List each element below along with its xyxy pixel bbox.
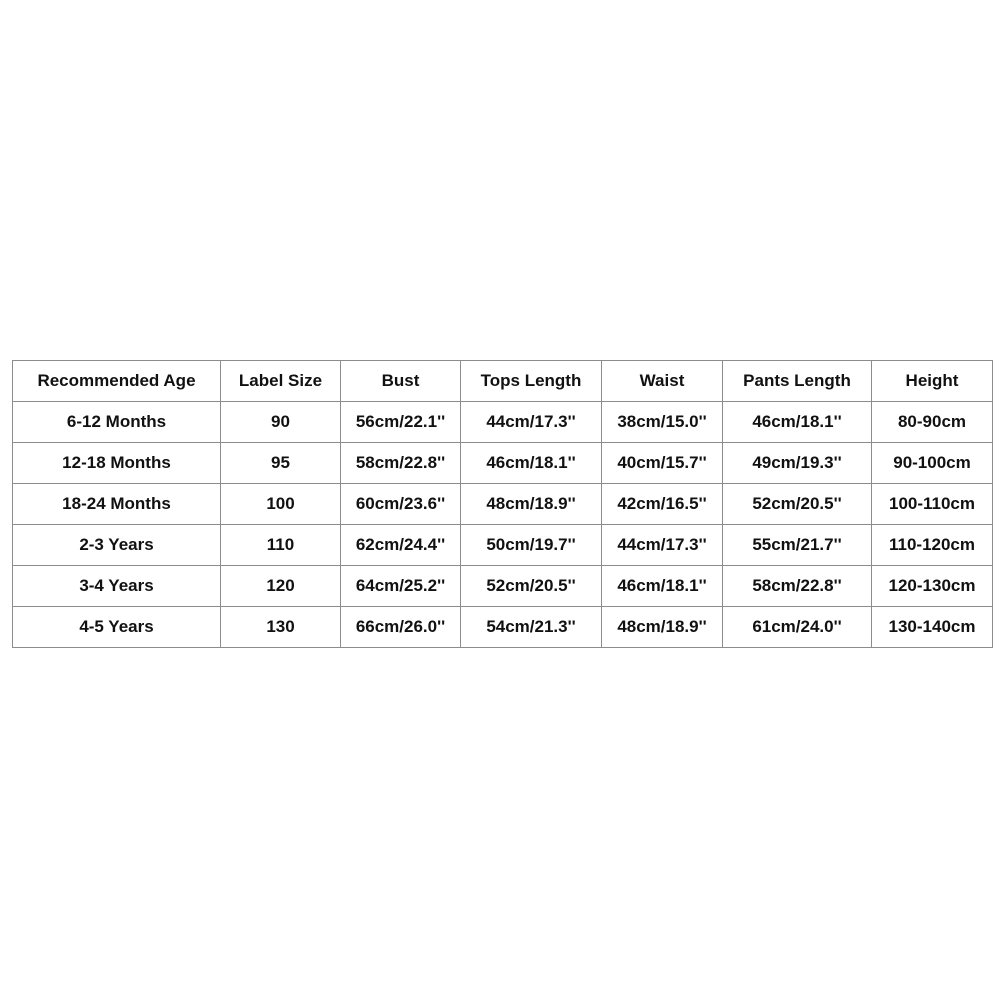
cell-recommended-age: 3-4 Years [13, 566, 221, 607]
cell-label-size: 110 [221, 525, 341, 566]
cell-label-size: 130 [221, 607, 341, 648]
cell-height: 110-120cm [872, 525, 993, 566]
cell-pants-length: 52cm/20.5'' [723, 484, 872, 525]
cell-pants-length: 61cm/24.0'' [723, 607, 872, 648]
cell-height: 80-90cm [872, 402, 993, 443]
cell-tops-length: 52cm/20.5'' [461, 566, 602, 607]
cell-bust: 66cm/26.0'' [341, 607, 461, 648]
cell-tops-length: 54cm/21.3'' [461, 607, 602, 648]
cell-height: 120-130cm [872, 566, 993, 607]
cell-recommended-age: 6-12 Months [13, 402, 221, 443]
table-row [13, 484, 993, 525]
cell-label-size: 90 [221, 402, 341, 443]
header-bust: Bust [341, 361, 461, 402]
cell-tops-length: 46cm/18.1'' [461, 443, 602, 484]
cell-waist: 46cm/18.1'' [602, 566, 723, 607]
cell-bust: 58cm/22.8'' [341, 443, 461, 484]
cell-recommended-age: 18-24 Months [13, 484, 221, 525]
cell-pants-length: 46cm/18.1'' [723, 402, 872, 443]
cell-waist: 40cm/15.7'' [602, 443, 723, 484]
table-row [13, 566, 993, 607]
cell-tops-length: 50cm/19.7'' [461, 525, 602, 566]
header-height: Height [872, 361, 993, 402]
cell-height: 100-110cm [872, 484, 993, 525]
header-waist: Waist [602, 361, 723, 402]
table-header-row [13, 361, 993, 402]
table-row [13, 402, 993, 443]
cell-waist: 48cm/18.9'' [602, 607, 723, 648]
cell-bust: 60cm/23.6'' [341, 484, 461, 525]
header-tops-length: Tops Length [461, 361, 602, 402]
cell-bust: 64cm/25.2'' [341, 566, 461, 607]
header-pants-length: Pants Length [723, 361, 872, 402]
cell-waist: 42cm/16.5'' [602, 484, 723, 525]
cell-tops-length: 44cm/17.3'' [461, 402, 602, 443]
cell-recommended-age: 2-3 Years [13, 525, 221, 566]
table-row [13, 443, 993, 484]
header-recommended-age: Recommended Age [13, 361, 221, 402]
cell-bust: 62cm/24.4'' [341, 525, 461, 566]
cell-recommended-age: 4-5 Years [13, 607, 221, 648]
cell-bust: 56cm/22.1'' [341, 402, 461, 443]
cell-pants-length: 55cm/21.7'' [723, 525, 872, 566]
header-label-size: Label Size [221, 361, 341, 402]
cell-label-size: 95 [221, 443, 341, 484]
cell-waist: 44cm/17.3'' [602, 525, 723, 566]
cell-height: 130-140cm [872, 607, 993, 648]
cell-label-size: 120 [221, 566, 341, 607]
cell-label-size: 100 [221, 484, 341, 525]
cell-pants-length: 49cm/19.3'' [723, 443, 872, 484]
cell-tops-length: 48cm/18.9'' [461, 484, 602, 525]
cell-recommended-age: 12-18 Months [13, 443, 221, 484]
size-chart-table [12, 360, 993, 648]
cell-waist: 38cm/15.0'' [602, 402, 723, 443]
cell-height: 90-100cm [872, 443, 993, 484]
table-row [13, 607, 993, 648]
table-row [13, 525, 993, 566]
cell-pants-length: 58cm/22.8'' [723, 566, 872, 607]
